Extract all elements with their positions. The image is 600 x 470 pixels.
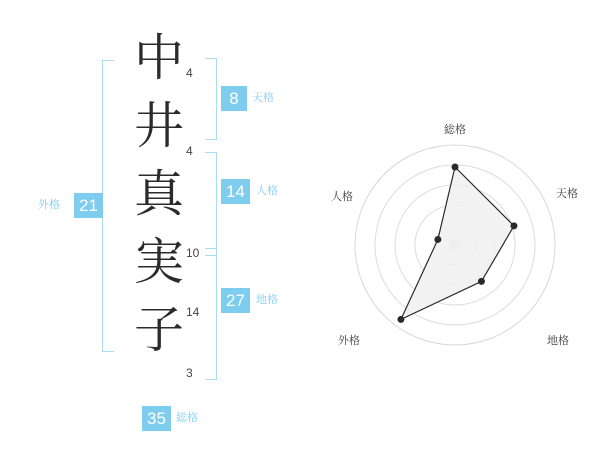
radar-point-chikaku — [478, 278, 485, 285]
radar-point-gaikaku — [397, 316, 404, 323]
radar-label-gaikaku: 外格 — [338, 335, 360, 347]
value-jinkaku: 14 — [221, 179, 250, 204]
radar-label-tenkaku: 天格 — [556, 188, 578, 200]
radar-label-jinkaku: 人格 — [331, 191, 353, 203]
radar-data-polygon — [401, 167, 514, 319]
bracket-tenkaku — [205, 58, 217, 140]
radar-label-chikaku: 地格 — [547, 335, 569, 347]
value-chikaku: 27 — [221, 288, 250, 313]
bracket-gaikaku — [102, 60, 114, 352]
stroke-count-5: 3 — [186, 366, 193, 380]
stroke-count-4: 14 — [186, 305, 200, 319]
bracket-chikaku — [205, 248, 217, 380]
radar-label-soukaku: 総格 — [444, 124, 466, 136]
label-gaikaku: 外格 — [38, 199, 60, 211]
label-tenkaku: 天格 — [252, 92, 274, 104]
label-soukaku: 総格 — [176, 412, 198, 424]
kanji-column — [126, 24, 192, 364]
value-gaikaku: 21 — [74, 193, 103, 218]
kanji-char-1: 中 — [134, 29, 184, 87]
value-soukaku: 35 — [142, 406, 171, 431]
bracket-jinkaku — [205, 152, 217, 256]
radar-chart-panel — [310, 0, 600, 470]
value-tenkaku: 8 — [221, 86, 247, 111]
kanji-char-5: 子 — [134, 301, 184, 359]
stroke-count-3: 10 — [186, 246, 200, 260]
stroke-count-1: 4 — [186, 66, 193, 80]
kanji-char-3: 真 — [134, 165, 184, 223]
radar-point-soukaku — [452, 164, 459, 171]
label-jinkaku: 人格 — [256, 185, 278, 197]
radar-point-tenkaku — [510, 222, 517, 229]
radar-point-jinkaku — [434, 236, 441, 243]
kanji-char-4: 実 — [134, 233, 184, 291]
label-chikaku: 地格 — [256, 294, 278, 306]
stroke-count-2: 4 — [186, 144, 193, 158]
radar-chart — [310, 0, 600, 470]
kanji-char-2: 井 — [134, 97, 184, 155]
